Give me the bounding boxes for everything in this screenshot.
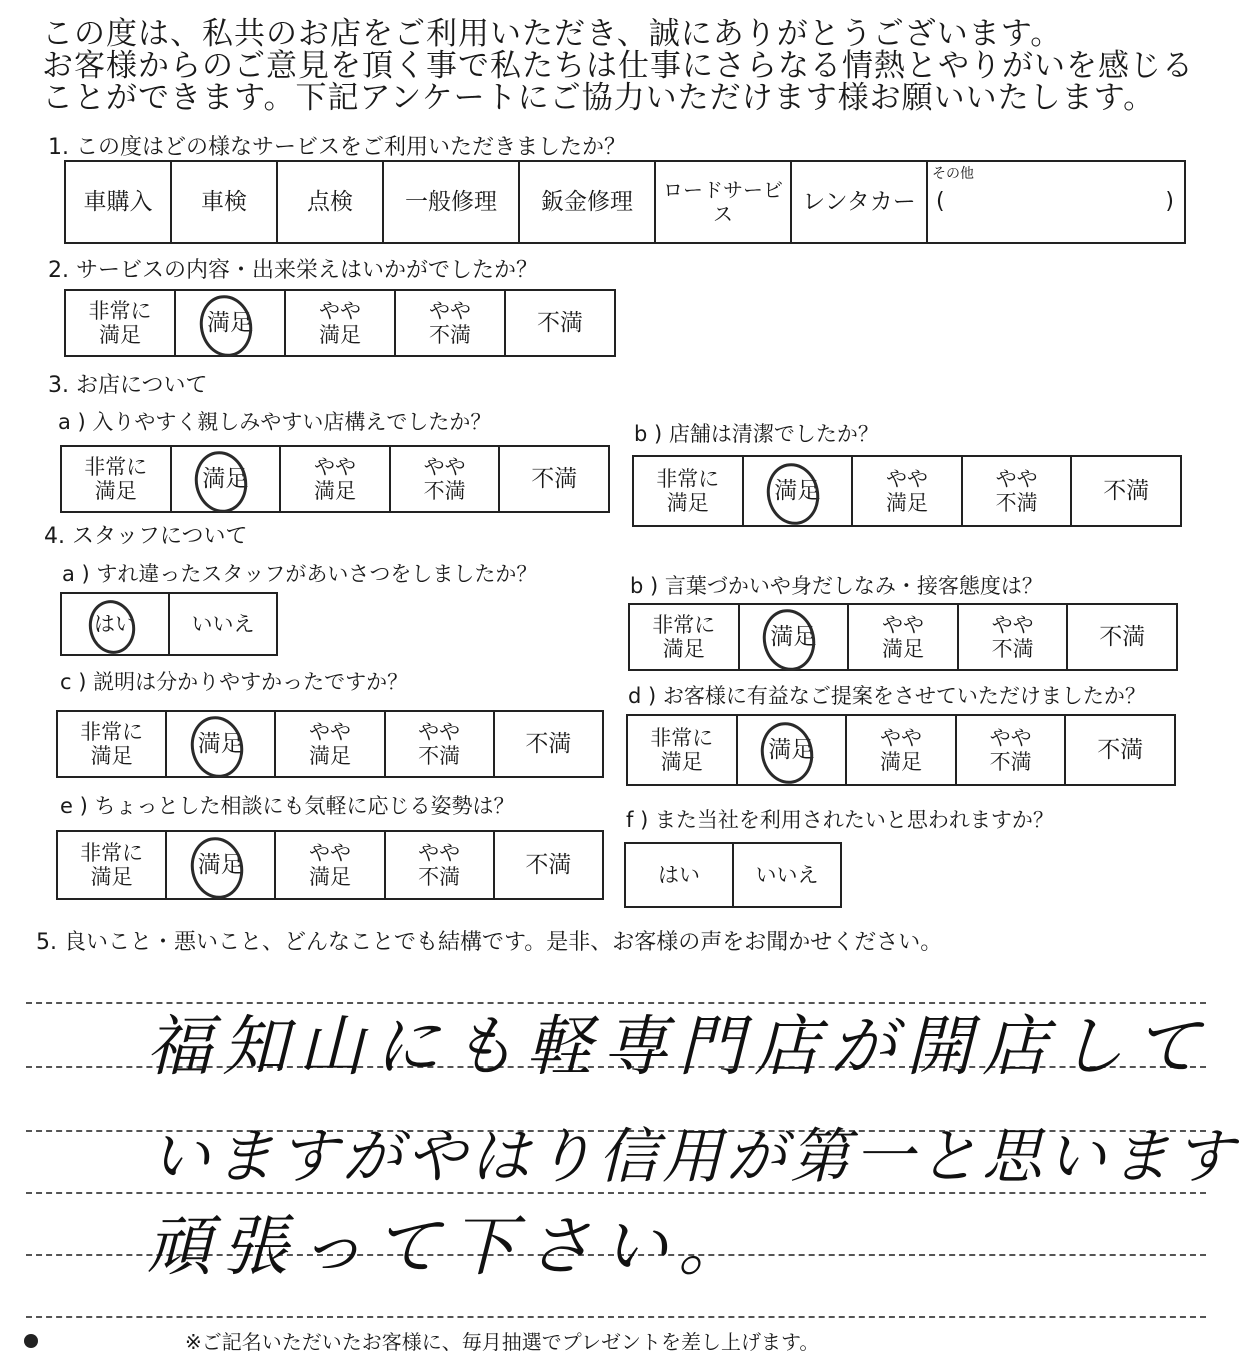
rating-satisfied[interactable]: [166, 831, 275, 899]
rating-text: 満足: [662, 637, 705, 661]
writing-line: [26, 1002, 1206, 1004]
q1-options: [64, 160, 1186, 244]
rating-text: 不満: [995, 491, 1038, 515]
rating-somewhat-dissatisfied[interactable]: [395, 290, 505, 356]
rating-somewhat-dissatisfied[interactable]: [956, 715, 1066, 785]
rating-satisfied[interactable]: [166, 711, 275, 777]
rating-text: 不満: [418, 744, 461, 768]
rating-text: 不満: [525, 731, 572, 757]
rating-text: 不満: [537, 310, 583, 336]
q4d-label: d ) お客様に有益なご提案をさせていただけましたか？: [628, 684, 1146, 708]
q1-option[interactable]: [791, 161, 927, 243]
handwritten-comment-line: 福知山にも軽専門店が開店して: [146, 1008, 1210, 1085]
rating-text: 満足: [879, 750, 922, 774]
intro-line: ことができます。下記アンケートにご協力いただけます様お願いいたします。: [42, 80, 1156, 116]
yes-option[interactable]: [61, 593, 169, 655]
rating-text: 満足: [660, 750, 703, 774]
rating-text: 満足: [99, 323, 141, 347]
handwritten-comment-line: いますがやはり信用が第一と思います: [150, 1122, 1238, 1192]
other-label: その他: [932, 166, 974, 182]
rating-text: 非常に: [88, 299, 152, 323]
yes-option[interactable]: [625, 843, 733, 907]
q4b-label: b ) 言葉づかいや身だしなみ・接客態度は？: [630, 574, 1043, 598]
q1-option[interactable]: [171, 161, 277, 243]
rating-text: 満足: [308, 744, 351, 768]
rating-somewhat-satisfied[interactable]: [285, 290, 395, 356]
rating-text: 満足: [308, 865, 351, 889]
rating-somewhat-satisfied[interactable]: [848, 604, 958, 670]
rating-dissatisfied[interactable]: [494, 711, 603, 777]
rating-somewhat-satisfied[interactable]: [846, 715, 956, 785]
q3a-label: a ) 入りやすく親しみやすい店構えでしたか？: [58, 410, 492, 434]
rating-text: やや: [885, 467, 928, 491]
rating-text: やや: [989, 726, 1032, 750]
q4c-rating: [56, 710, 604, 778]
q4a-yesno: [60, 592, 278, 656]
rating-somewhat-dissatisfied[interactable]: [385, 711, 494, 777]
rating-dissatisfied[interactable]: [499, 446, 609, 512]
rating-text: 不満: [429, 323, 471, 347]
rating-text: やや: [418, 720, 461, 744]
no-option[interactable]: [733, 843, 841, 907]
rating-very-satisfied[interactable]: [57, 711, 166, 777]
rating-text: やや: [423, 455, 466, 479]
rating-somewhat-satisfied[interactable]: [280, 446, 390, 512]
q4d-rating: [626, 714, 1176, 786]
q4a-label: a ) すれ違ったスタッフがあいさつをしましたか？: [62, 562, 538, 586]
rating-text: やや: [308, 841, 351, 865]
q2-rating: [64, 289, 616, 357]
option-label: 一般修理: [405, 189, 497, 215]
q1-option[interactable]: [655, 161, 791, 243]
intro-text: [42, 18, 1194, 114]
rating-text: 不満: [1103, 478, 1150, 504]
q1-option[interactable]: [519, 161, 655, 243]
rating-somewhat-satisfied[interactable]: [275, 831, 384, 899]
q3b-rating: [632, 455, 1182, 527]
rating-text: 非常に: [650, 726, 714, 750]
q1-option[interactable]: [277, 161, 383, 243]
rating-very-satisfied[interactable]: [629, 604, 739, 670]
rating-somewhat-dissatisfied[interactable]: [390, 446, 500, 512]
q4e-label: e ) ちょっとした相談にも気軽に応じる姿勢は？: [60, 794, 515, 818]
rating-text: やや: [429, 299, 471, 323]
option-label: ロードサービス: [663, 178, 783, 226]
rating-text: 非常に: [652, 613, 716, 637]
rating-text: 満足: [774, 478, 821, 504]
rating-very-satisfied[interactable]: [633, 456, 743, 526]
rating-satisfied[interactable]: [737, 715, 847, 785]
q4f-label: f ) また当社を利用されたいと思われますか？: [626, 808, 1054, 832]
no-text: いいえ: [755, 863, 819, 887]
rating-text: 不満: [989, 750, 1032, 774]
rating-very-satisfied[interactable]: [65, 290, 175, 356]
rating-text: 非常に: [80, 841, 144, 865]
rating-text: 満足: [90, 744, 133, 768]
q3b-label: b ) 店舗は清潔でしたか？: [634, 422, 879, 446]
footer-note: ※ご記名いただいたお客様に、毎月抽選でプレゼントを差し上げます。: [185, 1330, 820, 1354]
rating-text: 満足: [313, 479, 356, 503]
q3-title: 3. お店について: [48, 373, 208, 398]
rating-dissatisfied[interactable]: [1065, 715, 1175, 785]
rating-text: 非常に: [84, 455, 148, 479]
rating-dissatisfied[interactable]: [494, 831, 603, 899]
rating-text: 満足: [207, 310, 253, 336]
rating-text: やや: [991, 613, 1034, 637]
intro-line: この度は、私共のお店をご利用いただき、誠にありがとうございます。: [42, 16, 1063, 52]
rating-text: 満足: [770, 624, 817, 650]
rating-text: 不満: [1097, 737, 1144, 763]
q1-option[interactable]: [383, 161, 519, 243]
rating-text: 満足: [197, 731, 244, 757]
handwritten-comment-line: 頑張って下さい。: [146, 1208, 754, 1285]
option-label: 鈑金修理: [541, 189, 633, 215]
rating-satisfied[interactable]: [175, 290, 285, 356]
paren-close: ): [1165, 189, 1174, 214]
rating-somewhat-satisfied[interactable]: [275, 711, 384, 777]
rating-text: 満足: [197, 852, 244, 878]
rating-text: やや: [308, 720, 351, 744]
option-label: レンタカー: [802, 189, 916, 215]
rating-very-satisfied[interactable]: [57, 831, 166, 899]
no-text: いいえ: [191, 612, 255, 636]
rating-text: 満足: [666, 491, 709, 515]
rating-very-satisfied[interactable]: [627, 715, 737, 785]
rating-text: 満足: [881, 637, 924, 661]
rating-somewhat-dissatisfied[interactable]: [385, 831, 494, 899]
rating-text: 不満: [423, 479, 466, 503]
rating-satisfied[interactable]: [171, 446, 281, 512]
bullet-icon: [24, 1334, 38, 1348]
writing-line: [26, 1316, 1206, 1318]
rating-text: やや: [319, 299, 361, 323]
rating-satisfied[interactable]: [739, 604, 849, 670]
rating-text: 不満: [1099, 624, 1146, 650]
rating-text: やや: [418, 841, 461, 865]
rating-very-satisfied[interactable]: [61, 446, 171, 512]
rating-text: 非常に: [80, 720, 144, 744]
rating-dissatisfied[interactable]: [1071, 456, 1181, 526]
q1-other-option[interactable]: [927, 161, 1185, 243]
rating-text: 不満: [418, 865, 461, 889]
option-label: 車購入: [83, 189, 153, 215]
rating-dissatisfied[interactable]: [1067, 604, 1177, 670]
rating-text: 不満: [991, 637, 1034, 661]
q5-title: 5. 良いこと・悪いこと、どんなことでも結構です。是非、お客様の声をお聞かせください。: [36, 930, 943, 955]
rating-text: 満足: [90, 865, 133, 889]
option-label: 点検: [307, 189, 353, 215]
rating-text: 満足: [202, 466, 249, 492]
rating-text: やや: [879, 726, 922, 750]
q4f-yesno: [624, 842, 842, 908]
rating-somewhat-dissatisfied[interactable]: [962, 456, 1072, 526]
rating-dissatisfied[interactable]: [505, 290, 615, 356]
q1-title: 1. この度はどの様なサービスをご利用いただきましたか？: [48, 135, 626, 160]
option-label: 車検: [201, 189, 247, 215]
rating-text: 不満: [525, 852, 572, 878]
q1-option[interactable]: [65, 161, 171, 243]
writing-line: [26, 1192, 1206, 1194]
rating-text: 満足: [885, 491, 928, 515]
intro-line: お客様からのご意見を頂く事で私たちは仕事にさらなる情熱とやりがいを感じる: [42, 48, 1194, 84]
rating-text: やや: [995, 467, 1038, 491]
rating-somewhat-dissatisfied[interactable]: [958, 604, 1068, 670]
rating-somewhat-satisfied[interactable]: [852, 456, 962, 526]
q2-title: 2. サービスの内容・出来栄えはいかがでしたか？: [48, 258, 538, 283]
no-option[interactable]: [169, 593, 277, 655]
yes-text: はい: [94, 612, 136, 636]
rating-text: 満足: [319, 323, 361, 347]
rating-text: やや: [881, 613, 924, 637]
q4-title: 4. スタッフについて: [44, 524, 248, 549]
q3a-rating: [60, 445, 610, 513]
paren-open: (: [936, 189, 945, 214]
rating-text: 非常に: [656, 467, 720, 491]
rating-satisfied[interactable]: [743, 456, 853, 526]
q4e-rating: [56, 830, 604, 900]
yes-text: はい: [658, 863, 700, 887]
rating-text: 満足: [94, 479, 137, 503]
rating-text: 不満: [531, 466, 578, 492]
rating-text: 満足: [768, 737, 815, 763]
rating-text: やや: [313, 455, 356, 479]
q4c-label: c ) 説明は分かりやすかったですか？: [60, 670, 409, 694]
q4b-rating: [628, 603, 1178, 671]
